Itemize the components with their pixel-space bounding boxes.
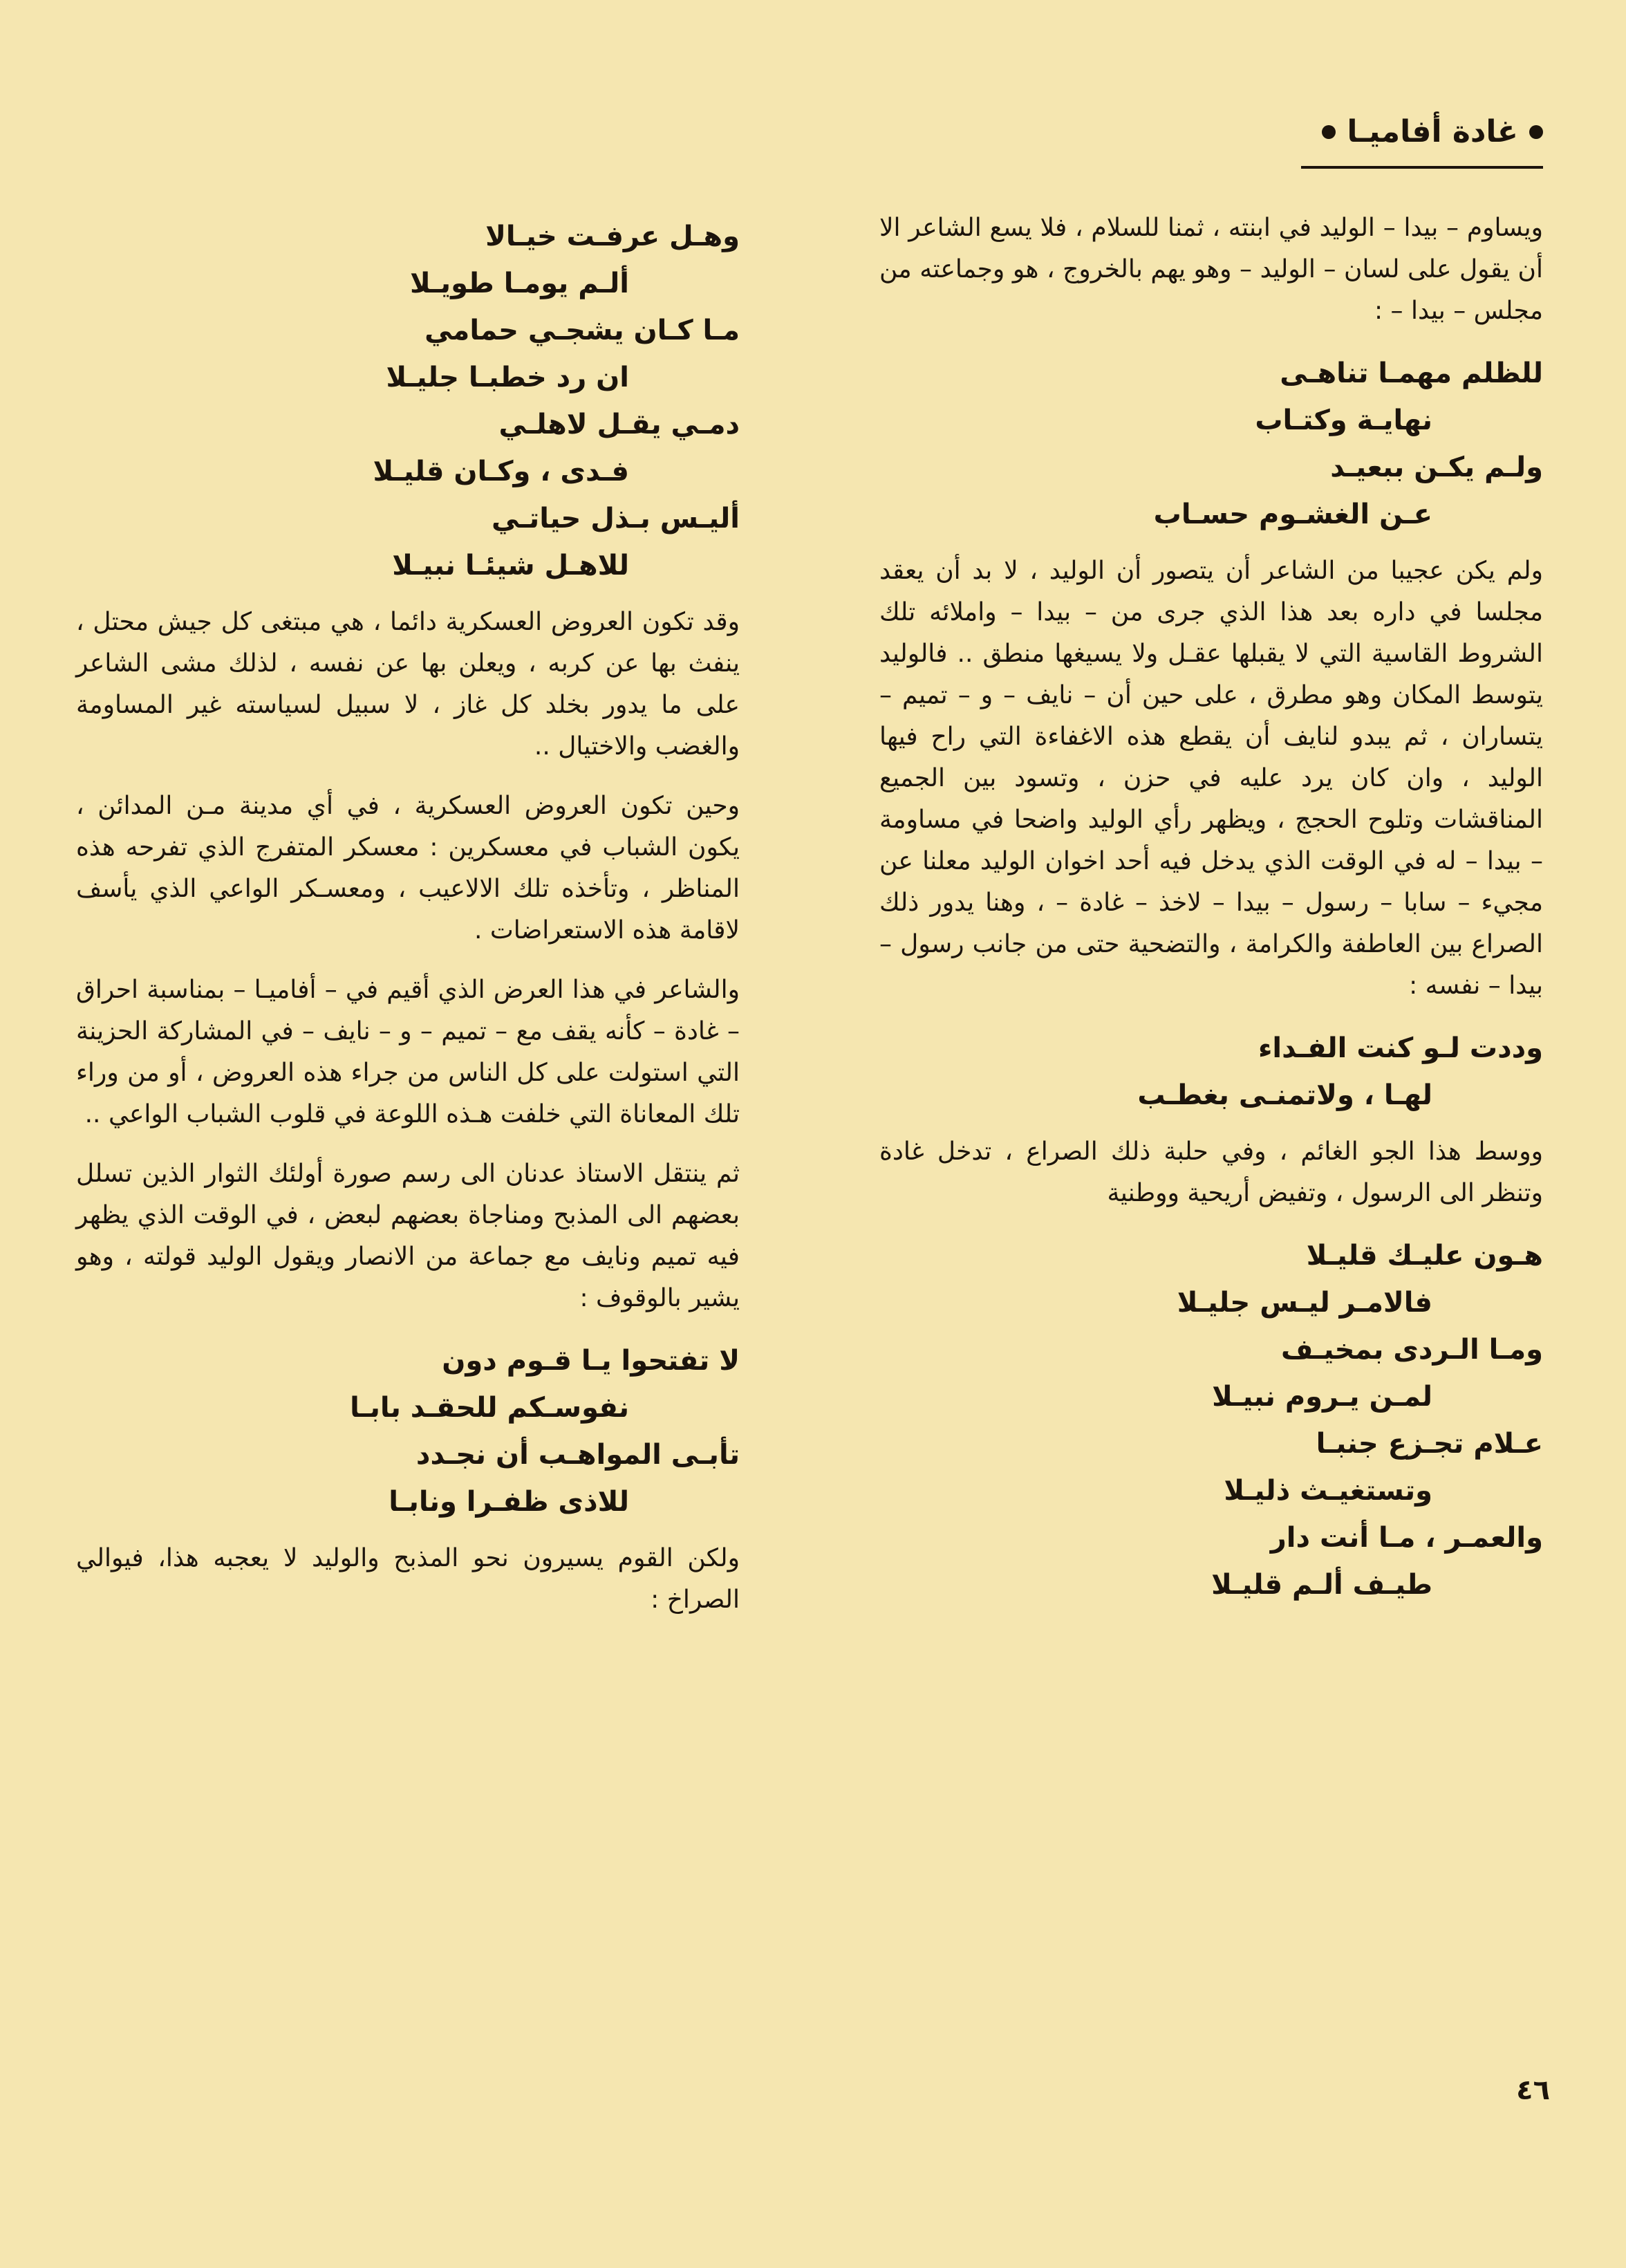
verse-line: وهـل عرفـت خيـالا — [485, 221, 740, 252]
verse-line: دمـي يقـل لاهلـي — [498, 409, 740, 440]
verse-line: لمـن يـروم نبيـلا — [1212, 1381, 1432, 1413]
verse-line: أليـس بـذل حياتـي — [492, 503, 740, 535]
right-column — [879, 207, 1543, 1621]
verse-line: ومـا الـردى بمخيـف — [1281, 1334, 1543, 1366]
verse-line: تأبـى المواهـب أن نجـدد — [415, 1439, 740, 1471]
verse-line: ان رد خطبـا جليـلا — [386, 362, 629, 393]
paragraph: ولم يكن عجيبا من الشاعر أن يتصور أن الوليد ، لا بد أن يعقد مجلسا في داره بعد هذا الذي جرى من – بيدا – واملائه تلك الشروط القاسية التي لا يقبلها عقـل ولا يسيغها منطق .. فالوليد يتوسط المكان وهو مطرق ، على حين أن – نايف – و – تميم – يتساران ، ثم يبدو لنايف أن يقطع هذه الاغفاءة التي راح فيها الوليد ، وان كان يرد عليه في حزن ، وتسود بين الجميع المناقشات وتلوح الحجج ، ويظهر رأي الوليد واضحا في مساومة – بيدا – له في الوقت الذي يدخل فيه أحد اخوان الوليد معلنا عن مجيء – سابا – رسول – بيدا – لاخذ – غادة – ، وهنا يدور ذلك الصراع بين العاطفة والكرامة ، والتضحية حتى من جانب رسول – بيدا – نفسه : — [879, 557, 1543, 1000]
verse-line: لا تفتحوا يـا قـوم دون — [442, 1345, 740, 1377]
paragraph: وقد تكون العروض العسكرية دائما ، هي مبتغى كل جيش محتل ، ينفث بها عن كربه ، ويعلن بها عن نفسه ، لذلك مشى الشاعر على ما يدور بخلد كل غاز ، لا سبيل لسياسته غير المساومة والغضب والاختيال .. — [76, 608, 740, 761]
verse-line: للاذى ظفـرا ونابـا — [389, 1486, 629, 1518]
running-header — [1322, 114, 1543, 149]
verse-line: طيـف ألـم قليـلا — [1211, 1569, 1432, 1601]
verse-block — [879, 1232, 1543, 1608]
paragraph: وحين تكون العروض العسكرية ، في أي مدينة مـن المدائن ، يكون الشباب في معسكرين : معسكر المتفرج الذي تفرحه هذه المناظر ، وتأخذه تلك الالاعيب ، ومعسـكر الواعي الذي يأسف لاقامة هذه الاستعراضات . — [76, 792, 740, 945]
paragraph: ووسط هذا الجو الغائم ، وفي حلبة ذلك الصراع ، تدخل غادة وتنظر الى الرسول ، وتفيض أريحية ووطنية — [879, 1137, 1543, 1207]
verse-line: وددت لـو كنت الفـداء — [1258, 1032, 1543, 1064]
header-rule — [1301, 166, 1543, 169]
left-column — [76, 207, 740, 1639]
verse-block — [879, 350, 1543, 538]
verse-block — [76, 213, 740, 589]
verse-line: لهـا ، ولاتمنـى بغطـب — [1137, 1079, 1432, 1111]
verse-block — [879, 1025, 1543, 1119]
verse-line: مـا كـان يشجـي حمامي — [424, 315, 740, 346]
verse-line: عـن الغشـوم حسـاب — [1153, 499, 1432, 530]
verse-block — [76, 1337, 740, 1525]
header-title: غادة أفاميـا — [1347, 114, 1518, 149]
bullet-icon — [1529, 125, 1543, 139]
verse-line: للاهـل شيئـا نبيـلا — [392, 550, 629, 582]
paragraph: ولكن القوم يسيرون نحو المذبح والوليد لا يعجبه هذا، فيوالي الصراخ : — [76, 1544, 740, 1614]
verse-line: وتستغيـث ذليـلا — [1224, 1475, 1432, 1507]
verse-line: فالامـر ليـس جليـلا — [1177, 1287, 1432, 1319]
bullet-icon — [1322, 125, 1336, 139]
verse-line: والعمـر ، مـا أنت دار — [1270, 1522, 1543, 1554]
verse-line: ولـم يكـن ببعيـد — [1330, 452, 1543, 483]
verse-line: هـون عليـك قليـلا — [1306, 1240, 1543, 1272]
verse-line: فـدى ، وكـان قليـلا — [373, 456, 629, 487]
paragraph: ويساوم – بيدا – الوليد في ابنته ، ثمنا للسلام ، فلا يسع الشاعر الا أن يقول على لسان – الوليد – وهو يهم بالخروج ، هو وجماعته من مجلس – بيدا – : — [879, 214, 1543, 325]
verse-line: عـلام تجـزع جنبـا — [1316, 1428, 1543, 1460]
verse-line: نهايـة وكتـاب — [1255, 405, 1432, 436]
paragraph: ثم ينتقل الاستاذ عدنان الى رسم صورة أولئك الثوار الذين تسلل بعضهم الى المذبح ومناجاة بعضهم لبعض ، في الوقت الذي يظهر فيه تميم ونايف مع جماعة من الانصار ويقول الوليد قولته ، وهو يشير بالوقوف : — [76, 1160, 740, 1312]
verse-line: ألـم يومـا طويـلا — [410, 268, 629, 299]
verse-line: للظلم مهمـا تناهـى — [1280, 357, 1543, 389]
paragraph: والشاعر في هذا العرض الذي أقيم في – أفاميـا – بمناسبة احراق – غادة – كأنه يقف مع – تميم – و – نايف – في المشاركة الحزينة التي استولت على كل الناس من جراء هذه العروض ، أو من وراء تلك المعاناة التي خلفت هـذه اللوعة في قلوب الشباب الواعي .. — [76, 976, 740, 1128]
verse-line: نفوسـكم للحقـد بابـا — [350, 1392, 629, 1424]
page-number: ٤٦ — [1516, 2074, 1550, 2106]
